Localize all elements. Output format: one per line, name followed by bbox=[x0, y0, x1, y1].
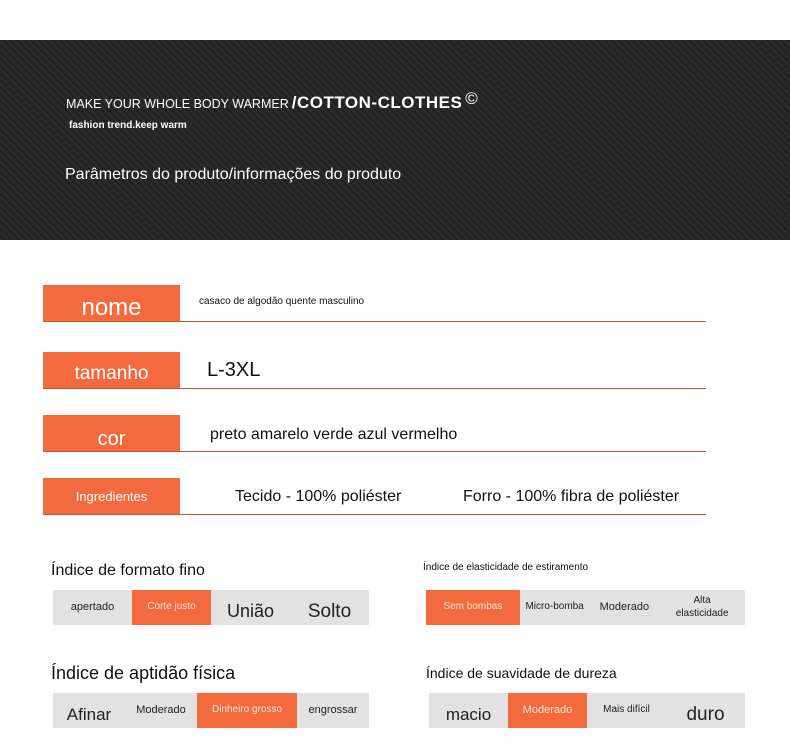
softness-index-title: Índice de suavidade de dureza bbox=[426, 665, 617, 681]
fit-option-loose: Solto bbox=[307, 600, 352, 622]
softness-option-moderate: Moderado bbox=[508, 693, 587, 728]
section-heading: Parâmetros do produto/informações do produto bbox=[65, 166, 402, 183]
fit-option-slim: Corte justo bbox=[132, 590, 211, 625]
stretch-option-moderate: Moderado bbox=[599, 600, 650, 613]
param-value-size: L-3XL bbox=[207, 359, 261, 381]
param-value-name: casaco de algodão quente masculino bbox=[199, 296, 365, 307]
param-label-color: cor bbox=[43, 415, 180, 451]
param-label-name: nome bbox=[43, 285, 180, 321]
softness-option-hard: duro bbox=[686, 703, 725, 725]
banner-small-title: MAKE YOUR WHOLE BODY WARMER bbox=[66, 97, 289, 111]
copyright-icon: © bbox=[465, 89, 478, 108]
stretch-option-none: Sem bombas bbox=[426, 590, 520, 625]
fitness-option-thick: Dinheiro grosso bbox=[197, 693, 297, 728]
stretch-index-scale bbox=[426, 590, 745, 625]
fitness-index-title: Índice de aptidão física bbox=[51, 663, 236, 683]
fitness-option-thin: Afinar bbox=[66, 704, 112, 724]
param-row-color bbox=[43, 415, 706, 452]
softness-option-soft: macio bbox=[445, 704, 492, 724]
banner-title bbox=[66, 89, 478, 113]
fitness-option-moderate: Moderado bbox=[136, 703, 186, 716]
header-banner bbox=[0, 40, 790, 240]
fit-index-scale bbox=[53, 590, 369, 625]
softness-index-scale bbox=[429, 693, 745, 728]
param-value-fabric: Tecido - 100% poliéster bbox=[235, 488, 402, 505]
stretch-index-title: Índice de elasticidade de estiramento bbox=[423, 562, 589, 573]
fitness-index-scale bbox=[53, 693, 369, 728]
param-value-color: preto amarelo verde azul vermelho bbox=[210, 426, 458, 443]
stretch-option-micro: Micro-bomba bbox=[525, 601, 584, 613]
stretch-option-high: Alta elasticidade bbox=[675, 595, 729, 619]
param-row-ingredients bbox=[43, 478, 706, 515]
row-divider bbox=[43, 321, 706, 322]
row-divider bbox=[43, 514, 706, 515]
banner-big-title: /COTTON-CLOTHES bbox=[291, 93, 463, 112]
param-row-size bbox=[43, 352, 706, 389]
fit-option-tight: apertado bbox=[70, 600, 115, 613]
fit-option-regular: União bbox=[226, 601, 275, 622]
param-value-lining: Forro - 100% fibra de poliéster bbox=[463, 488, 680, 505]
row-divider bbox=[43, 388, 706, 389]
fitness-option-thicken: engrossar bbox=[308, 703, 358, 716]
param-label-ingredients: Ingredientes bbox=[43, 478, 180, 514]
softness-option-harder: Mais difícil bbox=[603, 704, 650, 716]
fit-index-title: Índice de formato fino bbox=[51, 562, 205, 579]
banner-tagline: fashion trend.keep warm bbox=[69, 120, 187, 131]
row-divider bbox=[43, 451, 706, 452]
param-row-name bbox=[43, 285, 706, 322]
param-label-size: tamanho bbox=[43, 352, 180, 388]
